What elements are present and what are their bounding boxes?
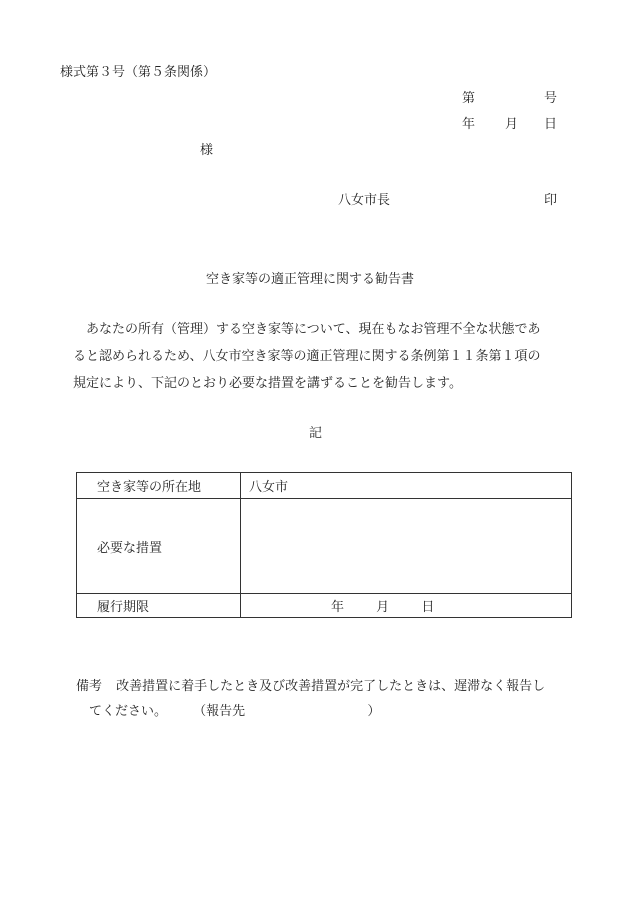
document-title: 空き家等の適正管理に関する勧告書: [206, 272, 415, 287]
issuer-name: 八女市長: [338, 193, 391, 208]
report-to-close: ）: [367, 704, 381, 719]
body-line: 規定により、下記のとおり必要な措置を講ずることを勧告します。: [73, 376, 462, 391]
deadline-year: 年: [331, 600, 345, 615]
date-month: 月: [505, 117, 519, 132]
doc-number-prefix: 第: [462, 91, 476, 106]
doc-number-suffix: 号: [544, 91, 558, 106]
table-row: [77, 499, 572, 594]
details-table: [76, 472, 572, 618]
table-row: [77, 473, 572, 499]
deadline-value: [241, 594, 572, 618]
remarks-label: 備考: [76, 679, 103, 694]
deadline-label: 履行期限: [77, 594, 241, 618]
body-paragraph: [73, 316, 579, 397]
date-year: 年: [462, 117, 476, 132]
body-line: あなたの所有（管理）する空き家等について、現在もなお管理不全な状態であ: [86, 322, 541, 337]
location-label: 空き家等の所在地: [77, 473, 241, 499]
ki-heading: 記: [309, 426, 323, 441]
remarks-section: [76, 674, 586, 724]
body-line: ると認められるため、八女市空き家等の適正管理に関する条例第１１条第１項の: [73, 349, 541, 364]
report-to-open: （報告先: [193, 704, 246, 719]
date-day: 日: [544, 117, 558, 132]
measures-label: 必要な措置: [77, 499, 241, 594]
deadline-month: 月: [376, 600, 390, 615]
location-value: 八女市: [241, 473, 572, 499]
seal-mark: 印: [544, 193, 558, 208]
deadline-day: 日: [421, 600, 435, 615]
table-row: [77, 594, 572, 618]
form-number: 様式第３号（第５条関係）: [60, 65, 217, 80]
remarks-line2: てください。: [89, 704, 168, 719]
remarks-line1: 改善措置に着手したとき及び改善措置が完了したときは、遅滞なく報告し: [116, 679, 546, 694]
addressee-suffix: 様: [200, 143, 214, 158]
measures-value: [241, 499, 572, 594]
